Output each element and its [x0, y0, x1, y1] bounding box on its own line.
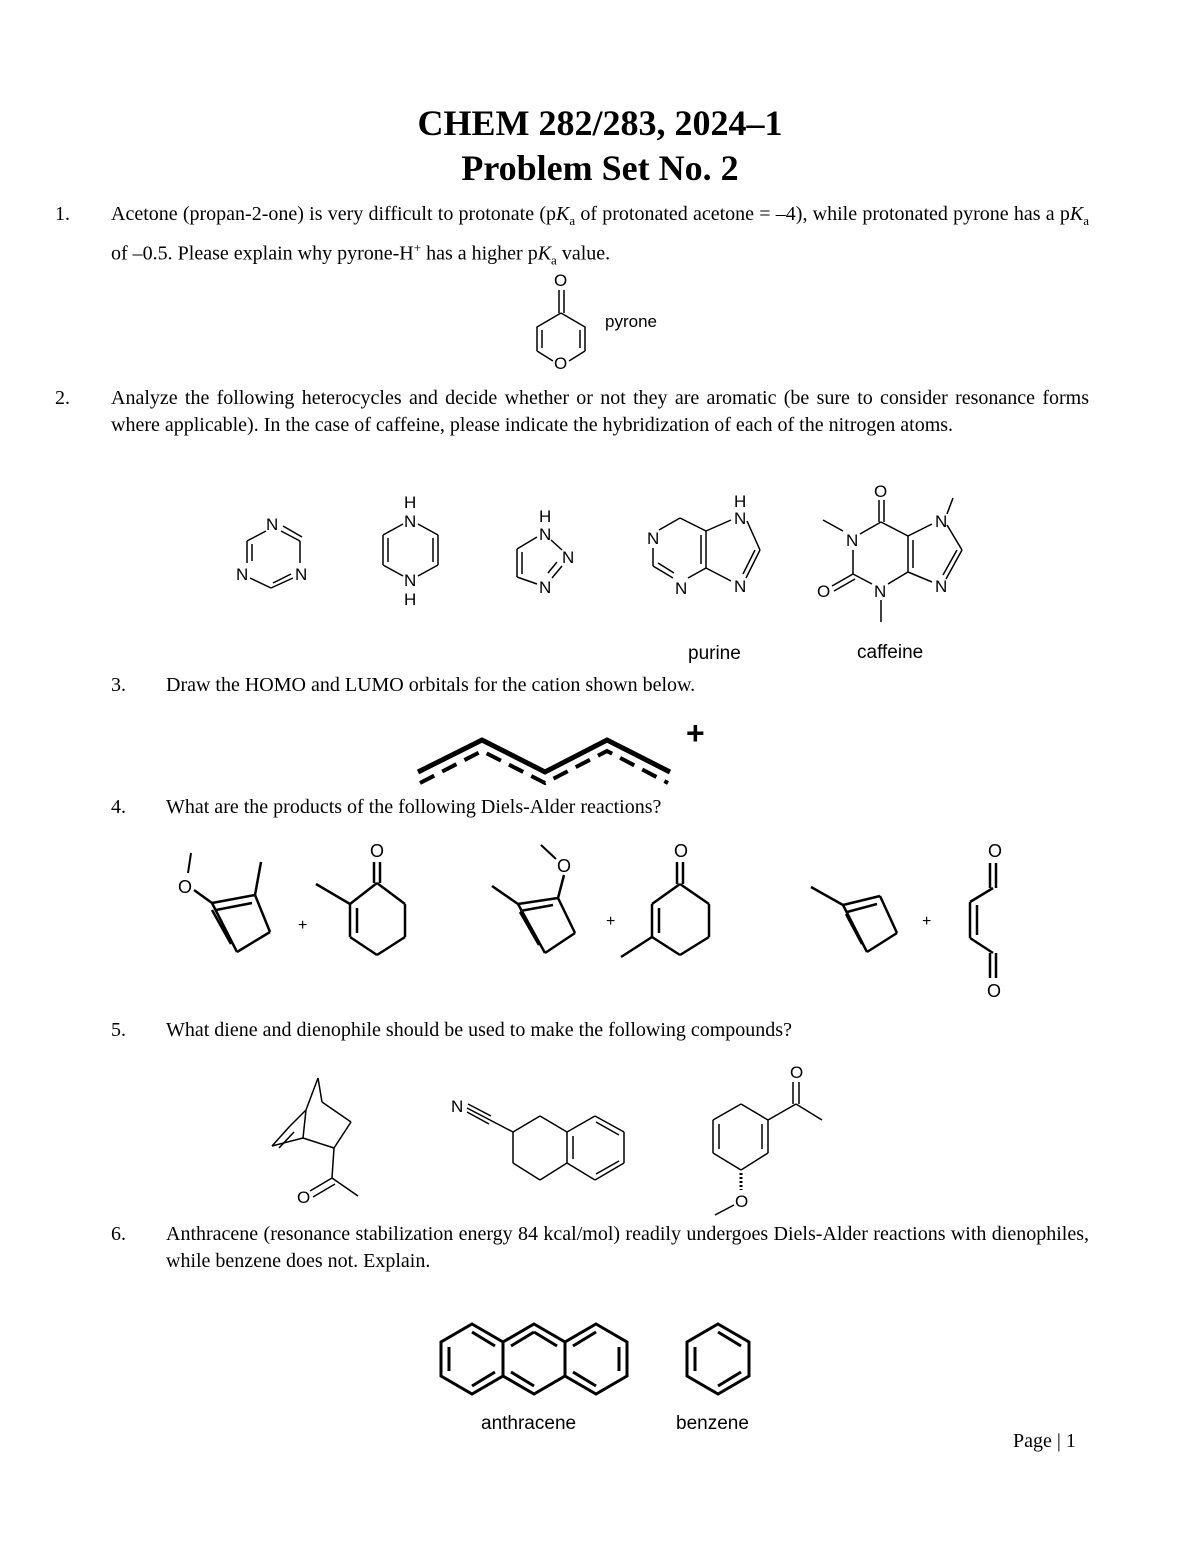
svg-text:O: O: [735, 1192, 749, 1211]
reactant-1-dienophile: [316, 841, 405, 955]
anthracene-structure: [441, 1324, 627, 1394]
plus-sign-3: +: [922, 913, 932, 930]
svg-text:O: O: [297, 1188, 311, 1207]
problem-set-title: Problem Set No. 2: [461, 148, 739, 188]
reactant-2-diene: [492, 845, 575, 953]
svg-text:N: N: [647, 529, 660, 548]
purine-label: purine: [688, 643, 741, 664]
reactant-3-diene: [811, 887, 897, 952]
page-number: Page | 1: [1013, 1430, 1076, 1452]
svg-text:N: N: [734, 577, 747, 596]
anthracene-label: anthracene: [481, 1413, 577, 1434]
diels-alder-reactants-figure: [0, 840, 1200, 1010]
svg-text:O: O: [557, 856, 572, 876]
svg-text:H: H: [734, 492, 747, 511]
svg-text:H: H: [539, 507, 552, 526]
cyclohexadiene-ketone-structure: [713, 1063, 822, 1215]
svg-text:N: N: [935, 577, 948, 596]
svg-text:N: N: [562, 548, 575, 567]
norbornene-ketone-structure: [272, 1078, 358, 1207]
question-5-number: 5.: [111, 1019, 126, 1041]
benzene-structure: [687, 1324, 749, 1394]
benzene-label: benzene: [676, 1413, 749, 1434]
document-title: CHEM 282/283, 2024–1: [417, 103, 783, 143]
plus-sign-1: +: [298, 917, 308, 934]
anthracene-benzene-figure: [0, 1315, 1200, 1405]
question-4-text: What are the products of the following Diels-Alder reactions?: [166, 796, 662, 818]
svg-text:H: H: [404, 590, 417, 609]
triazole-structure: [517, 507, 574, 597]
svg-text:N: N: [539, 578, 552, 597]
question-2-text: Analyze the following heterocycles and decide whether or not they are aromatic (be sure to consider resonance forms where applicable). In the case of caffeine, please indicate the hybridization of each of the nitrogen atoms.: [111, 387, 1089, 436]
question-3-text: Draw the HOMO and LUMO orbitals for the cation shown below.: [166, 674, 696, 696]
plus-sign-2: +: [606, 913, 616, 930]
pyrone-label: pyrone: [605, 312, 657, 331]
question-4-number: 4.: [111, 796, 126, 818]
caffeine-structure: [817, 482, 962, 622]
question-1-text: Acetone (propan-2-one) is very difficult to protonate ($pK_a$ of protonated acetone = –4), while protonated pyrone has a $pK_a$ of –0.5. Please explain why pyrone-H+ has a higher $pK_a$ value.: [111, 203, 1089, 268]
tetralin-nitrile-structure: [451, 1097, 624, 1180]
svg-text:O: O: [554, 354, 568, 373]
svg-text:O: O: [554, 271, 568, 290]
svg-text:O: O: [987, 981, 1002, 1001]
svg-text:N: N: [404, 571, 417, 590]
dihydropyrazine-structure: [383, 493, 438, 609]
pyrone-structure: [0, 265, 1200, 375]
svg-text:N: N: [734, 509, 747, 528]
target-compounds-figure: [0, 1060, 1200, 1220]
svg-text:N: N: [846, 531, 859, 550]
pentadienyl-cation-structure: [0, 720, 1200, 790]
svg-text:O: O: [988, 841, 1003, 861]
svg-text:O: O: [370, 841, 385, 861]
question-5-text: What diene and dienophile should be used to make the following compounds?: [166, 1019, 792, 1041]
svg-text:O: O: [674, 841, 689, 861]
svg-text:N: N: [874, 582, 887, 601]
question-6-text: Anthracene (resonance stabilization energy 84 kcal/mol) readily undergoes Diels-Alder reactions with dienophiles, while benzene does not. Explain.: [166, 1223, 1089, 1272]
svg-text:N: N: [539, 525, 552, 544]
caffeine-label: caffeine: [857, 642, 924, 663]
question-1-number: 1.: [55, 203, 70, 225]
svg-text:N: N: [451, 1097, 464, 1116]
question-6-number: 6.: [111, 1223, 126, 1245]
svg-text:O: O: [178, 877, 193, 897]
triazine-structure: [236, 515, 307, 588]
heterocycles-figure: [0, 480, 1200, 640]
reactant-3-dienophile: [970, 841, 1002, 1001]
cation-plus-sign: +: [686, 715, 705, 751]
svg-text:N: N: [266, 515, 279, 534]
svg-text:H: H: [404, 493, 417, 512]
svg-text:O: O: [817, 582, 831, 601]
svg-text:N: N: [295, 565, 308, 584]
reactant-1-diene: [178, 853, 270, 952]
svg-text:N: N: [675, 579, 688, 598]
reactant-2-dienophile: [621, 841, 709, 957]
purine-structure: [647, 492, 760, 598]
svg-text:N: N: [404, 512, 417, 531]
question-2-number: 2.: [55, 387, 70, 409]
svg-text:O: O: [790, 1063, 804, 1082]
svg-text:N: N: [236, 565, 249, 584]
question-3-number: 3.: [111, 674, 126, 696]
svg-text:O: O: [874, 482, 888, 501]
svg-text:N: N: [935, 512, 948, 531]
